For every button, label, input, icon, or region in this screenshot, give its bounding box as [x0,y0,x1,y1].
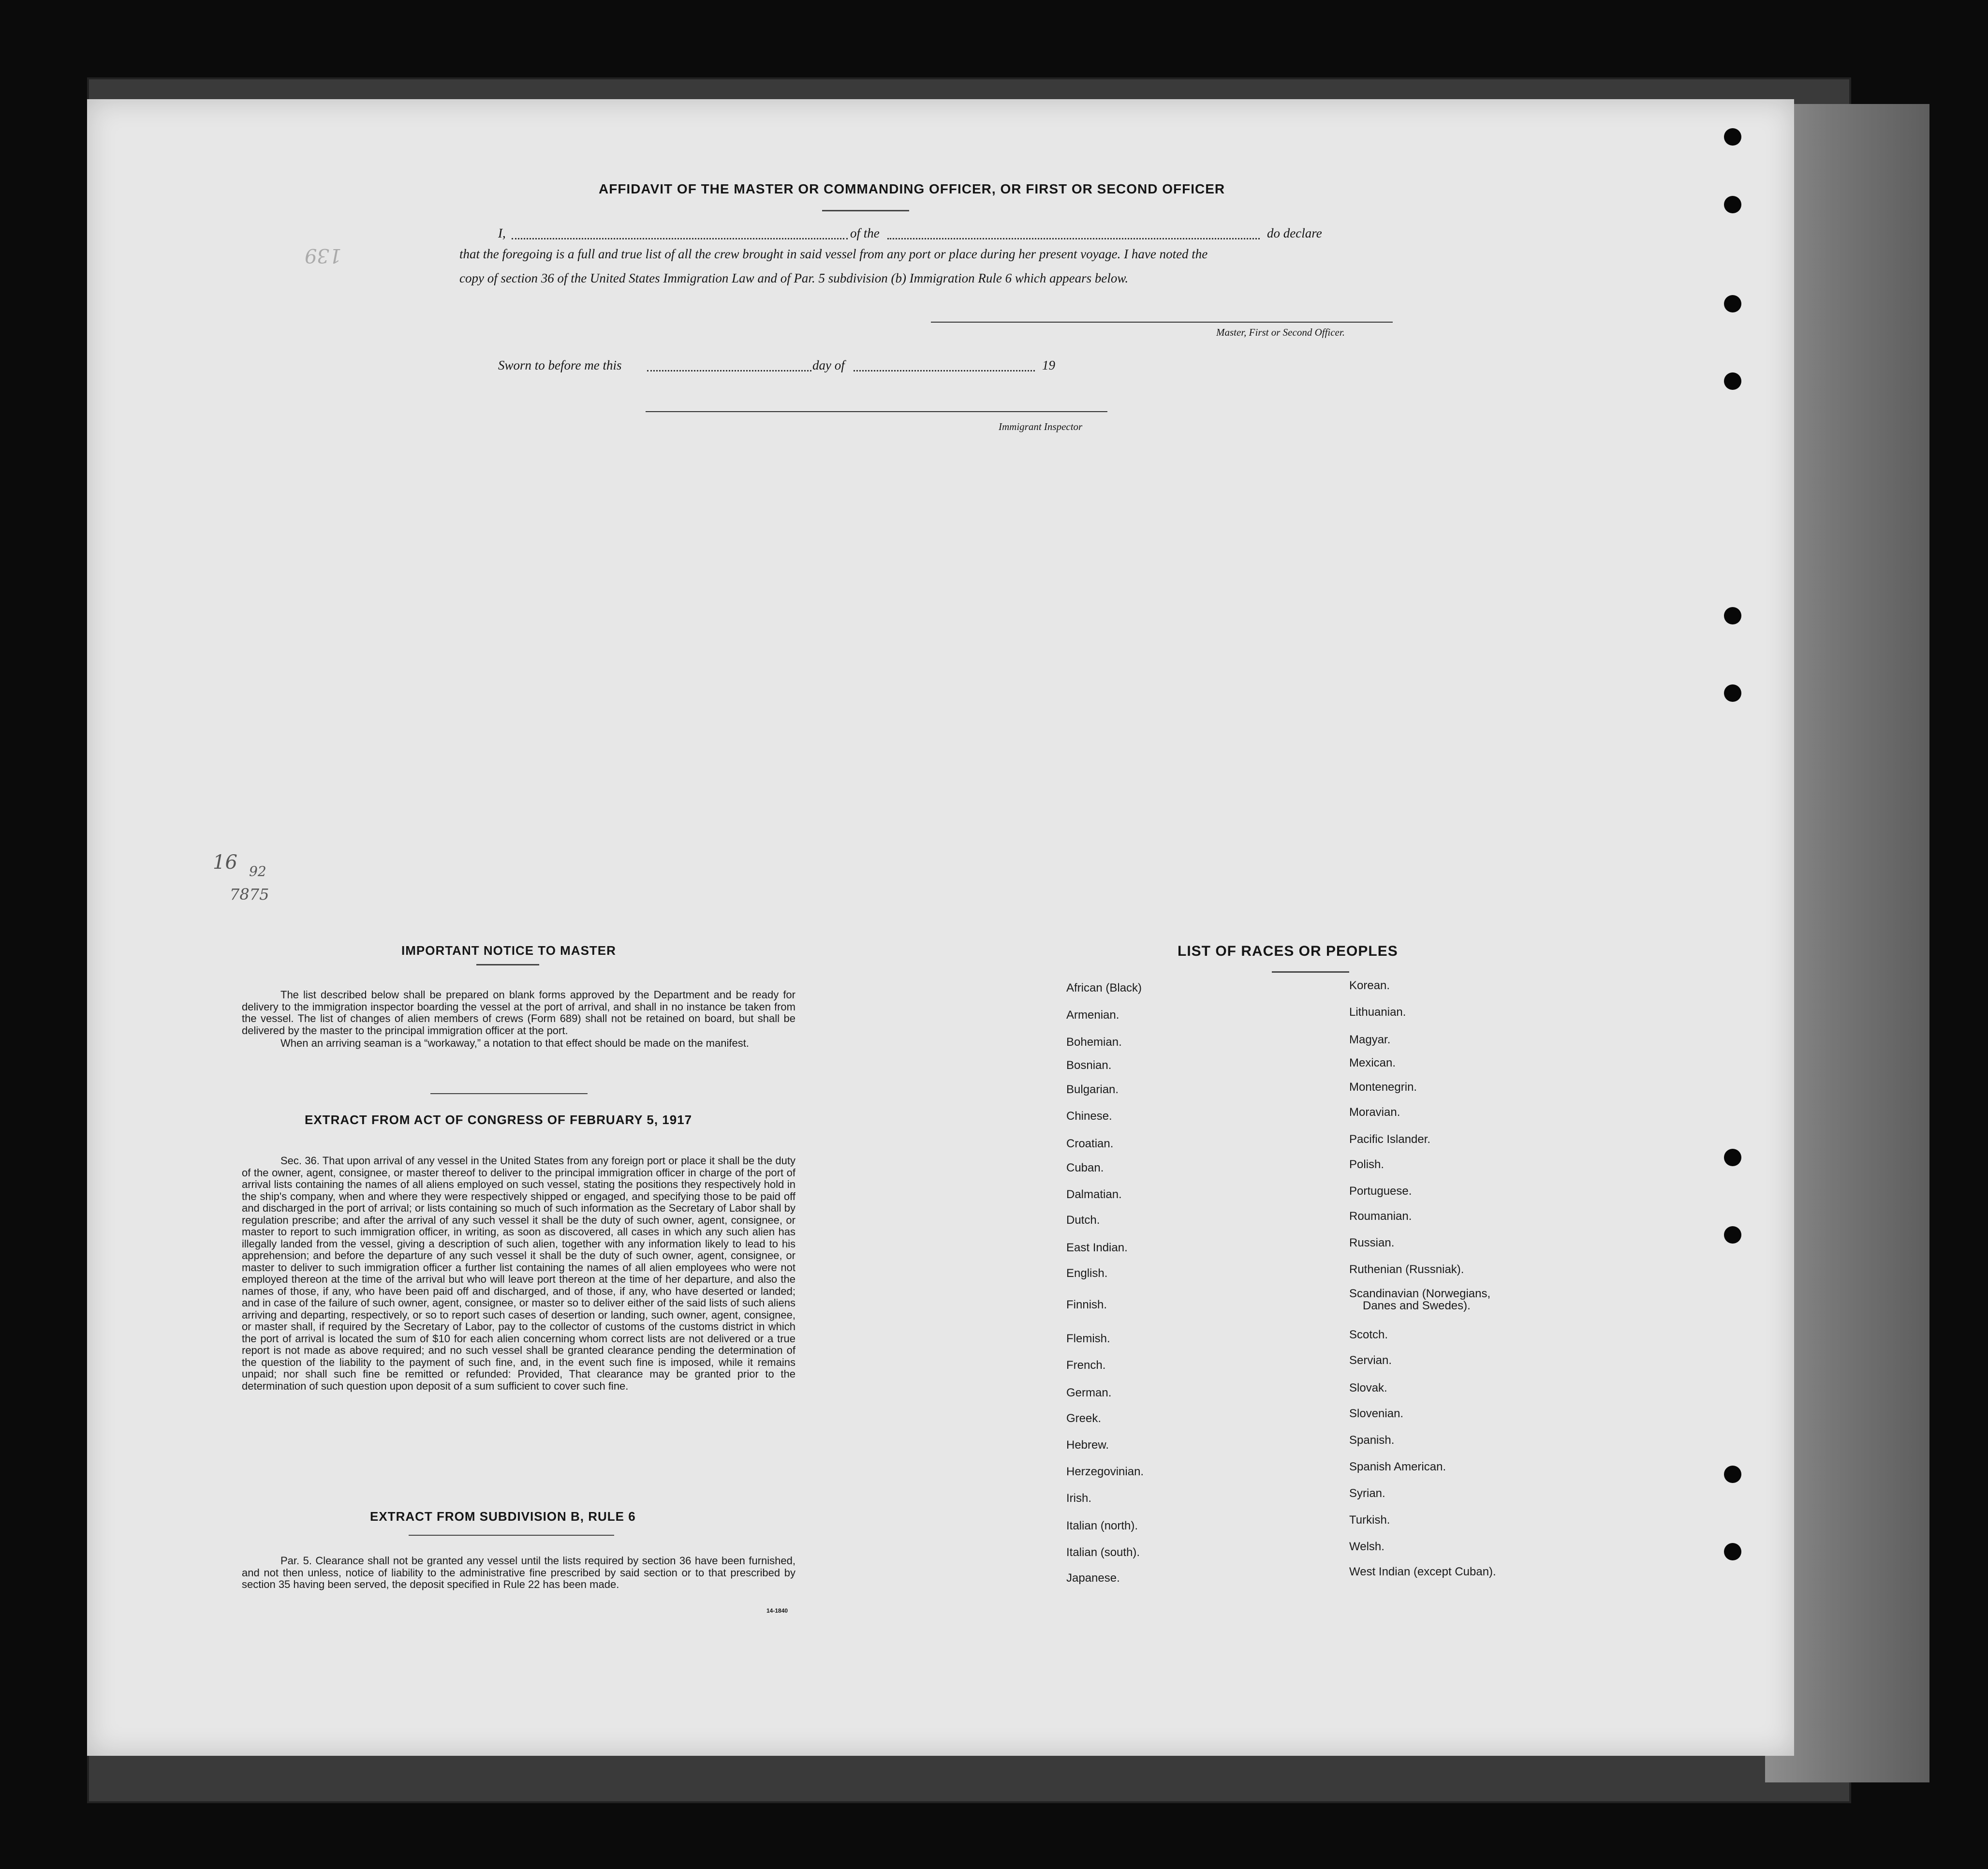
race-item: Greek. [1066,1412,1102,1425]
race-item: Moravian. [1349,1106,1400,1119]
race-item: Danes and Swedes). [1363,1299,1471,1312]
race-item: Syrian. [1349,1487,1385,1500]
race-item: Turkish. [1349,1513,1390,1527]
punch-hole [1724,607,1741,624]
affidavit-line2: that the foregoing is a full and true list of all the crew brought in said vessel from any port or place during her present voyage. I have noted the [459,247,1208,261]
race-item: Spanish American. [1349,1460,1446,1473]
race-item: Italian (south). [1066,1546,1140,1559]
punch-hole [1724,1543,1741,1560]
race-item: Japanese. [1066,1572,1120,1585]
race-item: Montenegrin. [1349,1081,1417,1094]
form-number: 14-1840 [766,1607,788,1614]
race-item: West Indian (except Cuban). [1349,1565,1496,1578]
name-field[interactable] [512,238,848,239]
affidavit-title: AFFIDAVIT OF THE MASTER OR COMMANDING OFFICER, OR FIRST OR SECOND OFFICER [599,181,1225,196]
act-section-36: Sec. 36. That upon arrival of any vessel in the United States from any foreign port or place it shall be the duty of the owner, agent, consignee, or master thereof to deliver to the principal immigration officer in charge of the port of arrival lists containing the names of all aliens employed on such vessel, stating the positions they respectively hold in the ship's company, when and where they were respectively shipped or engaged, and specifying those to be paid off and discharged in the port of arrival; or lists containing so much of such information as the Secretary of Labor shall by regulation prescribe; and after the arrival of any such vessel it shall be the duty of such owner, agent, consignee, or master to report to such immigration officer, in writing, as soon as discovered, all cases in which any such alien has illegally landed from the vessel, giving a description of such alien, together with any information likely to lead to his apprehension; and before the departure of any such vessel it shall be the duty of such owner, agent, consignee, or master to deliver to such immigration officer a further list containing the names of all alien employees who were not employed thereon at the time of the arrival but who will leave port thereon at the time of her departure, and also the names of those, if any, who have been paid off and discharged, and of those, if any, who have deserted or landed; and in case of the failure of such owner, agent, consignee, or master so to deliver either of the said lists of such aliens arriving and departing, respectively, or so to report such cases of desertion or landing, such owner, agent, consignee, or master shall, if required by the Secretary of Labor, pay to the collector of customs of the customs district in which the port of arrival is located the sum of $10 for each alien concerning whom correct lists are not delivered or a true report is not made as above required; and no such vessel shall be granted clearance pending the determination of the question of the liability to the payment of such fine, and, in the event such fine is imposed, while it remains unpaid; nor shall such fine be remitted or refunded: Provided, That clearance may be granted prior to the determination of such question upon deposit of a sum sufficient to cover such fine. [242,1155,795,1392]
race-item: Italian (north). [1066,1519,1138,1532]
rule-title: EXTRACT FROM SUBDIVISION B, RULE 6 [370,1509,636,1524]
race-item: Korean. [1349,979,1390,992]
race-item: Hebrew. [1066,1439,1109,1452]
race-item: German. [1066,1386,1112,1399]
races-title-rule [1272,971,1349,973]
race-item: Mexican. [1349,1056,1396,1069]
notice-section-rule [430,1093,588,1094]
punch-hole [1724,1149,1741,1166]
race-item: Flemish. [1066,1332,1110,1345]
handwritten-margin-mark: 92 [249,863,266,879]
punch-hole [1724,1466,1741,1483]
race-item: Bohemian. [1066,1036,1122,1049]
race-item: Pacific Islander. [1349,1133,1431,1146]
race-item: East Indian. [1066,1241,1128,1254]
race-item: Lithuanian. [1349,1006,1406,1019]
affidavit-line3: copy of section 36 of the United States Immigration Law and of Par. 5 subdivision (b) Immigration Rule 6 which appears below. [459,271,1129,285]
race-item: Ruthenian (Russniak). [1349,1263,1464,1276]
race-item: African (Black) [1066,981,1142,994]
sworn-day-field[interactable] [647,370,811,371]
manifest-page [87,99,1794,1756]
race-item: Bulgarian. [1066,1083,1119,1096]
race-item: Russian. [1349,1236,1395,1249]
sworn-year-label: 19 [1042,358,1055,372]
race-item: Cuban. [1066,1161,1104,1174]
race-item: Roumanian. [1349,1210,1412,1223]
race-item: Armenian. [1066,1009,1119,1022]
inspector-signature-field[interactable] [646,411,1107,412]
notice-paragraph-1: The list described below shall be prepared on blank forms approved by the Department and be ready for delivery to the immigration inspector boarding the vessel at the port of arrival, and shall in no instance be taken from the vessel. The list of changes of alien members of crews (Form 689) shall not be retained on board, but shall be delivered by the master to the principal immigration officer at the port. [242,989,795,1037]
race-item: Polish. [1349,1158,1384,1171]
signature-label: Master, First or Second Officer. [1216,326,1345,338]
races-title: LIST OF RACES OR PEOPLES [1178,943,1398,959]
punch-hole [1724,1226,1741,1244]
race-item: Irish. [1066,1492,1092,1505]
punch-hole [1724,295,1741,312]
race-item: French. [1066,1359,1106,1372]
race-item: Slovak. [1349,1381,1387,1394]
race-item: Scandinavian (Norwegians, [1349,1287,1491,1300]
race-item: English. [1066,1267,1108,1280]
race-item: Finnish. [1066,1298,1107,1311]
handwritten-page-number: 139 [305,244,342,267]
affidavit-line1-start: I, [498,226,506,240]
race-item: Herzegovinian. [1066,1465,1144,1478]
punch-hole [1724,372,1741,390]
sworn-month-field[interactable] [854,370,1035,371]
handwritten-margin-mark: 16 [213,851,237,874]
officer-signature-field[interactable] [931,322,1393,323]
affidavit-line1-mid: of the [850,226,880,240]
handwritten-margin-mark: 7875 [230,885,269,904]
race-item: Spanish. [1349,1434,1395,1447]
sworn-day-label: day of [812,358,845,372]
affidavit-line1-end: do declare [1267,226,1322,240]
race-item: Dalmatian. [1066,1188,1122,1201]
vessel-field[interactable] [887,238,1260,239]
notice-paragraph-2: When an arriving seaman is a “workaway,” a notation to that effect should be made on the manifest. [280,1037,749,1049]
punch-hole [1724,684,1741,702]
notice-title-rule [476,964,539,965]
race-item: Magyar. [1349,1033,1391,1046]
rule-title-rule [409,1535,614,1536]
race-item: Croatian. [1066,1137,1114,1150]
race-item: Welsh. [1349,1540,1384,1553]
punch-hole [1724,128,1741,146]
sworn-prefix: Sworn to before me this [498,358,622,372]
race-item: Chinese. [1066,1110,1112,1123]
notice-title: IMPORTANT NOTICE TO MASTER [401,943,616,958]
inspector-label: Immigrant Inspector [999,421,1083,432]
race-item: Bosnian. [1066,1059,1112,1072]
punch-hole [1724,196,1741,213]
race-item: Scotch. [1349,1328,1388,1341]
race-item: Servian. [1349,1354,1392,1367]
race-item: Slovenian. [1349,1407,1404,1420]
race-item: Portuguese. [1349,1185,1412,1198]
affidavit-title-rule [822,210,909,211]
race-item: Dutch. [1066,1214,1100,1227]
act-title: EXTRACT FROM ACT OF CONGRESS OF FEBRUARY 5, 1917 [305,1112,692,1127]
rule-par-5: Par. 5. Clearance shall not be granted any vessel until the lists required by section 36 have been furnished, and not then unless, notice of liability to the administrative fine prescribed by said section or to that prescribed by section 35 having been served, the deposit specified in Rule 22 has been made. [242,1555,795,1590]
